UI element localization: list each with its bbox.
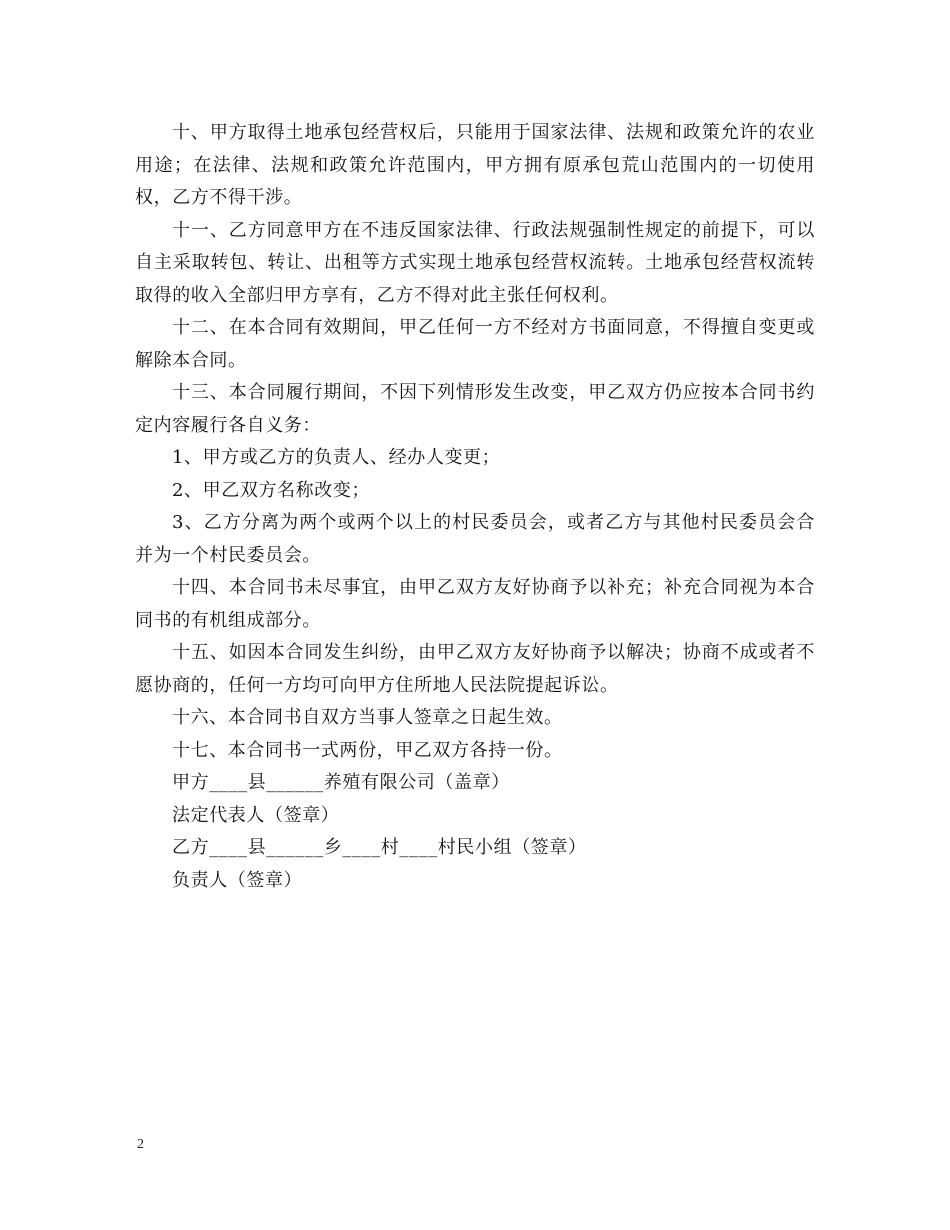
clause-13-item-3: 3、乙方分离为两个或两个以上的村民委员会，或者乙方与其他村民委员会合并为一个村民委员会。 (135, 512, 815, 566)
clause-13: 十三、本合同履行期间，不因下列情形发生改变，甲乙双方仍应按本合同书约定内容履行各自义务： (135, 382, 815, 436)
clause-12: 十二、在本合同有效期间，甲乙任何一方不经对方书面同意，不得擅自变更或解除本合同。 (135, 317, 815, 371)
party-a-signature-line: 甲方____县______养殖有限公司（盖章） (172, 772, 510, 793)
party-b-signature-line: 乙方____县______乡____村____村民小组（签章） (172, 837, 587, 858)
clause-14: 十四、本合同书未尽事宜，由甲乙双方友好协商予以补充；补充合同视为本合同书的有机组成部分。 (135, 577, 815, 631)
clause-16: 十六、本合同书自双方当事人签章之日起生效。 (172, 707, 563, 728)
clause-17: 十七、本合同书一式两份，甲乙双方各持一份。 (172, 739, 563, 761)
clause-13-item-1: 1、甲方或乙方的负责人、经办人变更； (172, 447, 501, 468)
document-body (135, 117, 815, 897)
clause-15: 十五、如因本合同发生纠纷，由甲乙双方友好协商予以解决；协商不成或者不愿协商的，任何一方均可向甲方住所地人民法院提起诉讼。 (135, 642, 815, 696)
legal-representative-signature-line: 法定代表人（签章） (172, 804, 340, 826)
clause-11: 十一、乙方同意甲方在不违反国家法律、行政法规强制性规定的前提下，可以自主采取转包、转让、出租等方式实现土地承包经营权流转。土地承包经营权流转取得的收入全部归甲方享有，乙方不得对此主张任何权利。 (135, 219, 815, 306)
responsible-person-signature-line: 负责人（签章） (172, 869, 303, 891)
clause-10: 十、甲方取得土地承包经营权后，只能用于国家法律、法规和政策允许的农业用途；在法律、法规和政策允许范围内，甲方拥有原承包荒山范围内的一切使用权，乙方不得干涉。 (135, 122, 815, 208)
clause-13-item-2: 2、甲乙双方名称改变； (172, 479, 371, 501)
page-number: 2 (137, 1137, 144, 1152)
